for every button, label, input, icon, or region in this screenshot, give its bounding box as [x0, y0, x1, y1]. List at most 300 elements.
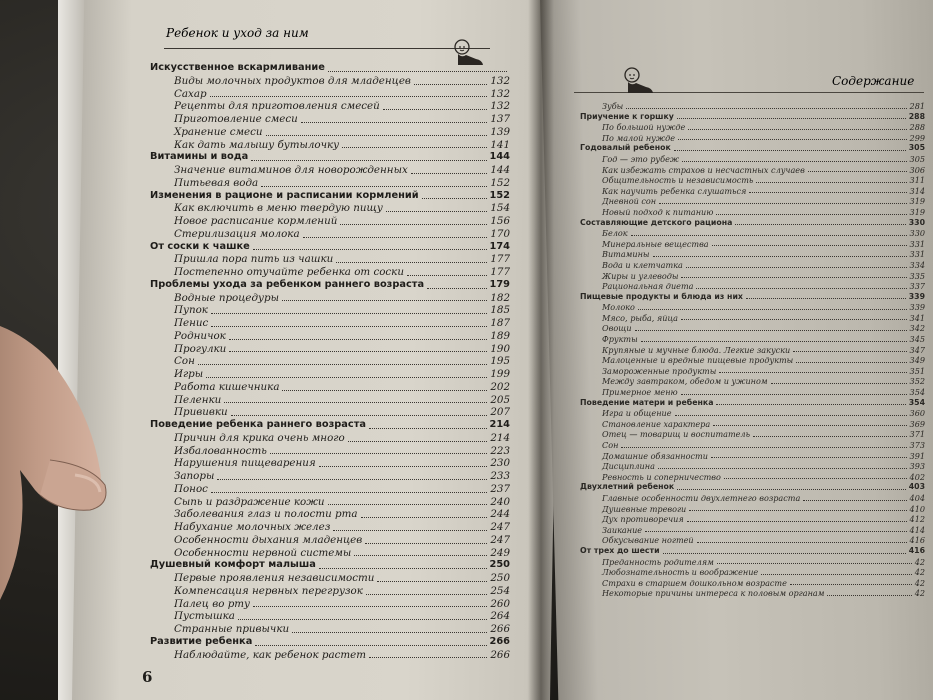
toc-leader-dots	[712, 244, 907, 246]
toc-entry-title: Искусственное вскармливание	[150, 62, 325, 73]
toc-entry-title: Особенности нервной системы	[174, 546, 352, 559]
toc-page-number: 195	[490, 355, 510, 368]
toc-section-entry	[150, 151, 510, 164]
toc-entry	[150, 343, 510, 356]
toc-leader-dots	[386, 210, 488, 212]
toc-entry	[150, 406, 510, 419]
right-running-head: Содержание	[832, 74, 915, 88]
toc-entry-title: Дисциплина	[602, 461, 655, 472]
toc-leader-dots	[724, 477, 907, 479]
toc-entry-title: Сон	[602, 440, 619, 450]
toc-page-number: 416	[908, 545, 925, 555]
toc-entry-title: Новое расписание кормлений	[174, 215, 338, 227]
toc-leader-dots	[411, 172, 488, 174]
toc-page-number: 132	[490, 87, 510, 100]
toc-leader-dots	[206, 376, 487, 378]
toc-entry-title: Замороженные продукты	[602, 365, 717, 376]
toc-leader-dots	[340, 223, 487, 225]
toc-entry-title: Поведение матери и ребенка	[580, 397, 714, 407]
toc-entry	[580, 419, 925, 430]
toc-entry-title: Жиры и углеводы	[602, 270, 679, 281]
toc-leader-dots	[251, 159, 486, 161]
toc-entry-title: Зубы	[602, 101, 624, 111]
toc-entry-title: Палец во рту	[174, 597, 251, 610]
toc-page-number: 351	[909, 365, 925, 376]
toc-entry	[150, 202, 510, 215]
toc-leader-dots	[366, 593, 487, 595]
toc-entry-title: Заболевания глаз и полости рта	[174, 508, 358, 521]
toc-entry-title: Главные особенности двухлетнего возраста	[602, 492, 801, 503]
toc-leader-dots	[717, 562, 912, 564]
toc-leader-dots	[658, 467, 907, 469]
toc-leader-dots	[689, 509, 906, 511]
toc-entry-title: Виды молочных продуктов для младенцев	[174, 74, 411, 87]
toc-page-number: 132	[490, 100, 510, 113]
toc-entry	[150, 457, 510, 470]
toc-entry	[580, 504, 925, 515]
toc-entry	[150, 623, 510, 636]
toc-entry-title: Как избежать страхов и несчастных случаев	[602, 164, 805, 175]
toc-leader-dots	[217, 478, 487, 480]
toc-entry	[580, 355, 925, 366]
toc-page-number: 264	[490, 610, 510, 623]
toc-page-number: 410	[909, 503, 925, 514]
toc-entry	[150, 598, 510, 611]
toc-entry-title: По малой нужде	[602, 132, 675, 143]
toc-entry-title: От соски к чашке	[150, 240, 250, 252]
toc-entry-title: Ревность и соперничество	[602, 471, 721, 482]
toc-entry-title: Как научить ребенка слушаться	[602, 185, 747, 196]
toc-entry-title: Сыпь и раздражение кожи	[174, 495, 325, 508]
toc-page-number: 314	[909, 185, 925, 196]
toc-entry-title: Преданность родителям	[602, 556, 714, 567]
toc-page-number: 331	[909, 249, 925, 260]
toc-entry	[580, 429, 925, 440]
toc-entry-title: Набухание молочных желез	[174, 521, 331, 533]
toc-entry	[580, 525, 925, 536]
toc-section-entry	[150, 279, 510, 292]
toc-leader-dots	[827, 594, 911, 596]
toc-entry-title: Душевный комфорт малыша	[150, 559, 316, 571]
toc-entry-title: Душевные тревоги	[602, 503, 687, 514]
toc-entry-title: Пупок	[174, 304, 208, 317]
toc-leader-dots	[681, 393, 907, 395]
toc-page-number: 335	[909, 270, 925, 281]
toc-entry-title: Составляющие детского рациона	[580, 217, 733, 227]
toc-entry-title: Минеральные вещества	[602, 238, 709, 249]
toc-entry-title: Годовалый ребенок	[580, 143, 671, 153]
toc-entry-title: Компенсация нервных перегрузок	[174, 584, 363, 597]
left-running-head: Ребенок и уход за ним	[166, 26, 309, 40]
toc-leader-dots	[659, 202, 906, 204]
toc-entry-title: Отец — товарищ и воспитатель	[602, 429, 750, 440]
toc-entry	[580, 376, 925, 387]
toc-section-entry	[580, 546, 925, 557]
toc-page-number: 223	[490, 444, 510, 457]
toc-page-number: 371	[909, 429, 925, 440]
toc-page-number: 156	[490, 215, 510, 227]
toc-leader-dots	[677, 117, 906, 119]
toc-leader-dots	[229, 350, 487, 352]
toc-leader-dots	[319, 567, 487, 569]
toc-entry-title: Понос	[174, 482, 208, 495]
toc-entry	[150, 75, 510, 88]
toc-entry-title: Год — это рубеж	[602, 153, 680, 164]
toc-leader-dots	[369, 656, 487, 658]
toc-entry	[150, 266, 510, 279]
toc-entry-title: Пищевые продукты и блюда из них	[580, 291, 743, 301]
toc-entry	[580, 408, 925, 419]
toc-page-number: 416	[909, 535, 925, 546]
toc-entry-title: Витамины и вода	[150, 151, 249, 163]
toc-leader-dots	[641, 340, 907, 342]
toc-page-number: 205	[490, 393, 510, 406]
toc-section-entry	[580, 292, 925, 303]
toc-leader-dots	[231, 414, 488, 416]
toc-leader-dots	[793, 350, 906, 352]
toc-entry-title: Крупяные и мучные блюда. Легкие закуски	[602, 344, 791, 355]
page-number: 6	[142, 668, 153, 686]
toc-entry-title: Поведение ребенка раннего возраста	[150, 419, 367, 430]
toc-page-number: 137	[490, 113, 510, 125]
toc-page-number: 354	[909, 387, 925, 398]
toc-entry	[580, 302, 925, 313]
toc-entry-title: Игры	[174, 368, 204, 380]
toc-leader-dots	[342, 146, 487, 148]
toc-entry-title: Странные привычки	[174, 623, 290, 635]
toc-entry-title: Белок	[602, 228, 628, 239]
toc-page-number: 139	[490, 125, 510, 138]
toc-leader-dots	[365, 542, 487, 544]
toc-leader-dots	[711, 456, 907, 458]
toc-page-number: 185	[490, 304, 510, 317]
toc-entry-title: Прогулки	[174, 342, 227, 355]
toc-entry-title: Стерилизация молока	[174, 227, 300, 240]
toc-entry	[150, 432, 510, 445]
toc-leader-dots	[333, 529, 487, 531]
toc-entry	[150, 304, 510, 317]
toc-entry-title: Как включить в меню твердую пищу	[174, 202, 383, 215]
toc-page-number: 250	[489, 559, 510, 571]
toc-leader-dots	[716, 403, 905, 405]
toc-entry	[150, 330, 510, 343]
toc-entry	[150, 164, 510, 177]
toc-page-number: 230	[490, 457, 510, 470]
toc-section-entry	[150, 559, 510, 572]
toc-leader-dots	[253, 605, 487, 607]
toc-leader-dots	[282, 389, 487, 391]
book-gutter-shadow	[528, 0, 554, 700]
toc-entry	[580, 567, 925, 578]
toc-entry-title: Первые проявления независимости	[174, 572, 375, 584]
toc-page-number: 42	[914, 567, 925, 578]
toc-entry-title: Пенис	[174, 317, 209, 329]
toc-leader-dots	[674, 149, 906, 151]
toc-section-entry	[150, 190, 510, 203]
toc-page-number: 214	[489, 419, 510, 430]
toc-leader-dots	[688, 128, 906, 130]
toc-leader-dots	[270, 452, 488, 454]
toc-leader-dots	[238, 618, 487, 620]
toc-leader-dots	[697, 541, 907, 543]
toc-entry-title: Общительность и независимость	[602, 175, 754, 186]
toc-entry-title: Причин для крика очень много	[174, 431, 345, 444]
toc-page-number: 144	[490, 164, 510, 176]
toc-leader-dots	[790, 583, 912, 585]
toc-entry	[580, 101, 925, 112]
toc-entry	[580, 165, 925, 176]
toc-entry	[580, 334, 925, 345]
toc-page-number: 342	[909, 323, 925, 334]
toc-entry-title: Питьевая вода	[174, 176, 259, 189]
toc-page-number: 402	[909, 471, 925, 482]
toc-entry-title: Особенности дыхания младенцев	[174, 533, 363, 546]
toc-page-number: 42	[914, 577, 925, 588]
toc-leader-dots	[663, 552, 906, 554]
toc-page-number: 199	[490, 368, 510, 380]
toc-page-number: 266	[490, 623, 510, 635]
toc-leader-dots	[796, 361, 906, 363]
toc-entry-title: Дневной сон	[602, 196, 657, 207]
toc-entry	[150, 496, 510, 509]
toc-leader-dots	[749, 191, 906, 193]
toc-entry	[580, 133, 925, 144]
toc-entry-title: Водные процедуры	[174, 291, 280, 304]
toc-page-number: 319	[909, 196, 925, 207]
toc-page-number: 187	[490, 317, 510, 329]
toc-leader-dots	[686, 266, 907, 268]
toc-section-entry	[580, 112, 925, 123]
toc-leader-dots	[282, 299, 487, 301]
toc-page-number: 174	[489, 240, 510, 252]
toc-entry-title: Заикание	[602, 524, 643, 535]
toc-leader-dots	[224, 401, 487, 403]
toc-entry	[580, 472, 925, 483]
toc-leader-dots	[383, 108, 488, 110]
toc-entry-title: Примерное меню	[602, 387, 678, 398]
toc-section-entry	[580, 482, 925, 493]
toc-page-number: 331	[909, 238, 925, 249]
toc-page-number: 260	[490, 597, 510, 610]
toc-entry	[150, 253, 510, 266]
toc-entry	[580, 239, 925, 250]
toc-entry	[150, 368, 510, 381]
toc-page-number: 189	[490, 329, 510, 342]
crawling-baby-icon-right	[622, 66, 656, 96]
toc-leader-dots	[301, 121, 488, 123]
toc-page-number: 347	[909, 344, 925, 355]
toc-entry	[150, 483, 510, 496]
toc-entry	[580, 313, 925, 324]
toc-page-number: 281	[909, 101, 925, 111]
toc-page-number: 341	[909, 312, 925, 323]
toc-page-number: 247	[490, 533, 510, 546]
toc-leader-dots	[713, 424, 906, 426]
toc-section-entry	[150, 419, 510, 432]
toc-page-number: 369	[909, 418, 925, 429]
toc-entry-title: Пустышка	[174, 610, 235, 623]
toc-entry-title: Некоторые причины интереса к половым органам	[602, 588, 825, 599]
toc-entry-title: Страхи в старшем дошкольном возрасте	[602, 577, 787, 588]
toc-entry	[150, 521, 510, 534]
toc-page-number: 154	[490, 202, 510, 215]
toc-entry-title: Развитие ребенка	[150, 635, 253, 647]
toc-entry	[150, 113, 510, 126]
toc-page-number: 352	[909, 376, 925, 387]
toc-leader-dots	[621, 446, 906, 448]
toc-entry-title: Нарушения пищеварения	[174, 457, 316, 470]
toc-leader-dots	[675, 414, 907, 416]
toc-entry-title: Дух противоречия	[602, 514, 684, 525]
toc-entry-title: Родничок	[174, 329, 226, 342]
toc-entry	[150, 355, 510, 368]
toc-entry-title: Новый подход к питанию	[602, 206, 714, 217]
toc-page-number: 177	[490, 266, 510, 278]
toc-entry	[580, 514, 925, 525]
toc-page-number: 311	[909, 175, 925, 186]
toc-page-number: 414	[909, 524, 925, 535]
toc-leader-dots	[319, 465, 488, 467]
toc-page-number: 391	[909, 450, 925, 461]
toc-page-number: 152	[490, 176, 510, 189]
toc-page-number: 337	[909, 281, 925, 292]
toc-leader-dots	[638, 308, 907, 310]
toc-page-number: 354	[908, 397, 925, 407]
toc-leader-dots	[645, 530, 906, 532]
toc-leader-dots	[414, 83, 487, 85]
toc-leader-dots	[211, 312, 487, 314]
toc-page-number: 373	[909, 440, 925, 450]
toc-entry-title: Двухлетний ребенок	[580, 482, 675, 492]
toc-entry-title: Постепенно отучайте ребенка от соски	[174, 266, 404, 278]
toc-entry-title: Любознательность и воображение	[602, 567, 759, 578]
right-toc-list	[580, 101, 925, 599]
toc-leader-dots	[336, 261, 487, 263]
toc-entry	[150, 534, 510, 547]
left-header-rule	[164, 48, 490, 49]
toc-entry-title: Приучение к горшку	[580, 111, 674, 121]
toc-entry-title: Значение витаминов для новорожденных	[174, 164, 408, 176]
toc-entry	[580, 535, 925, 546]
toc-entry	[580, 461, 925, 472]
toc-entry-title: Малоценные и вредные пищевые продукты	[602, 355, 794, 366]
toc-section-entry	[580, 143, 925, 154]
toc-entry	[150, 445, 510, 458]
toc-page-number: 207	[490, 406, 510, 419]
toc-entry	[580, 271, 925, 282]
toc-entry	[580, 154, 925, 165]
toc-entry	[580, 440, 925, 451]
toc-section-entry	[150, 636, 510, 649]
toc-leader-dots	[229, 338, 488, 340]
toc-entry-title: Сахар	[174, 87, 207, 100]
toc-entry-title: Избалованность	[174, 444, 267, 457]
toc-entry	[580, 588, 925, 599]
toc-leader-dots	[677, 488, 906, 490]
toc-page-number: 247	[490, 521, 510, 533]
toc-page-number: 330	[908, 217, 925, 227]
toc-page-number: 305	[909, 153, 925, 164]
toc-page-number: 202	[490, 380, 510, 393]
toc-entry-title: Вода и клетчатка	[602, 259, 683, 270]
toc-entry	[580, 387, 925, 398]
toc-entry-title: Мясо, рыба, яйца	[602, 312, 678, 323]
toc-entry	[580, 557, 925, 568]
toc-entry-title: Пришла пора пить из чашки	[174, 253, 334, 266]
toc-leader-dots	[635, 329, 907, 331]
toc-page-number: 42	[914, 588, 925, 599]
toc-page-number: 393	[909, 461, 925, 472]
toc-leader-dots	[626, 107, 906, 109]
toc-page-number: 306	[909, 164, 925, 175]
toc-page-number: 403	[908, 482, 925, 492]
toc-page-number: 345	[909, 334, 925, 345]
toc-page-number: 412	[909, 514, 925, 525]
toc-entry	[150, 126, 510, 139]
toc-entry-title: Проблемы ухода за ребенком раннего возраста	[150, 278, 425, 290]
toc-leader-dots	[803, 499, 906, 501]
toc-entry	[150, 215, 510, 228]
toc-entry	[580, 175, 925, 186]
toc-entry	[580, 578, 925, 589]
toc-entry-title: Овощи	[602, 323, 632, 334]
toc-entry	[580, 345, 925, 356]
toc-page-number: 177	[490, 253, 510, 266]
toc-leader-dots	[687, 520, 907, 522]
toc-entry-title: Обкусывание ногтей	[602, 535, 694, 546]
toc-entry-title: Наблюдайте, как ребенок растет	[174, 648, 367, 661]
toc-leader-dots	[354, 554, 487, 556]
toc-page-number: 299	[909, 132, 925, 143]
toc-entry	[150, 508, 510, 521]
toc-leader-dots	[696, 287, 906, 289]
toc-leader-dots	[266, 134, 488, 136]
toc-page-number: 319	[909, 206, 925, 217]
toc-entry	[150, 547, 510, 560]
toc-leader-dots	[422, 197, 487, 199]
toc-entry	[150, 610, 510, 623]
toc-leader-dots	[678, 138, 907, 140]
toc-leader-dots	[253, 248, 487, 250]
toc-entry	[580, 122, 925, 133]
toc-page-number: 132	[490, 74, 510, 87]
toc-leader-dots	[761, 573, 911, 575]
toc-page-number: 42	[914, 556, 925, 567]
toc-entry-title: Приготовление смеси	[174, 113, 298, 125]
toc-leader-dots	[292, 631, 487, 633]
toc-page-number: 266	[489, 635, 510, 647]
toc-page-number: 240	[490, 495, 510, 508]
toc-entry-title: Домашние обязанности	[602, 450, 708, 461]
toc-page-number: 266	[490, 648, 510, 661]
toc-page-number: 288	[908, 111, 925, 121]
toc-page-number: 179	[489, 278, 510, 290]
toc-section-entry	[580, 218, 925, 229]
toc-section-entry	[150, 62, 510, 75]
toc-entry	[150, 394, 510, 407]
toc-page-number: 152	[489, 189, 510, 201]
toc-entry-title: Хранение смеси	[174, 125, 263, 138]
toc-page-number: 360	[909, 408, 925, 419]
toc-entry	[580, 207, 925, 218]
toc-page-number: 141	[490, 138, 510, 151]
toc-entry	[150, 649, 510, 662]
toc-leader-dots	[719, 371, 906, 373]
toc-entry	[150, 139, 510, 152]
toc-entry-title: Игра и общение	[602, 408, 672, 419]
toc-leader-dots	[653, 255, 907, 257]
toc-page-number: 288	[909, 122, 925, 133]
